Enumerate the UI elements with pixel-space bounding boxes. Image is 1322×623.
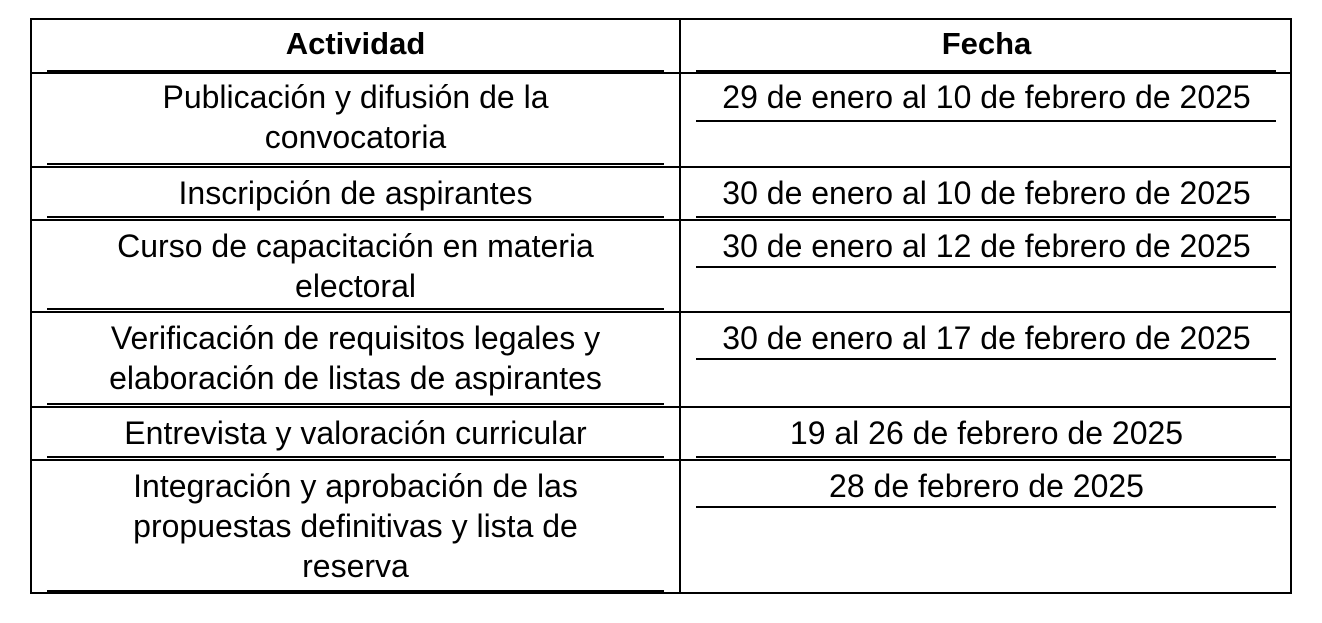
date-text: 30 de enero al 10 de febrero de 2025 <box>722 175 1251 211</box>
row-separator <box>32 166 1290 168</box>
cell-underline <box>696 120 1276 122</box>
activity-cell <box>32 461 679 592</box>
cell-underline <box>696 358 1276 360</box>
cell-underline <box>696 266 1276 268</box>
activity-cell <box>32 221 679 310</box>
cell-underline <box>47 308 664 310</box>
activity-text: Entrevista y valoración curricular <box>124 415 587 451</box>
date-cell <box>681 408 1292 458</box>
date-text: 30 de enero al 12 de febrero de 2025 <box>722 228 1251 264</box>
activity-text: Curso de capacitación en materia electoral <box>117 228 594 304</box>
cell-underline <box>47 216 664 218</box>
activity-cell <box>32 72 679 165</box>
cell-underline <box>47 403 664 405</box>
date-cell <box>681 221 1292 310</box>
row-separator <box>32 459 1290 461</box>
table-row <box>32 461 1290 592</box>
table-row <box>32 313 1290 405</box>
header-cell-date <box>681 20 1292 72</box>
table-row <box>32 72 1290 165</box>
row-separator <box>32 406 1290 408</box>
row-separator <box>32 72 1290 74</box>
schedule-table <box>30 18 1292 594</box>
activity-text: Verificación de requisitos legales y elaboración de listas de aspirantes <box>109 320 602 396</box>
date-text: 29 de enero al 10 de febrero de 2025 <box>722 79 1251 115</box>
activity-cell <box>32 313 679 405</box>
cell-underline <box>696 456 1276 458</box>
date-cell <box>681 461 1292 592</box>
cell-underline <box>47 456 664 458</box>
header-cell-activity <box>32 20 679 72</box>
activity-text: Publicación y difusión de la convocatoria <box>162 79 549 155</box>
cell-underline <box>696 506 1276 508</box>
date-text: 30 de enero al 17 de febrero de 2025 <box>722 320 1251 356</box>
activity-text: Inscripción de aspirantes <box>178 175 533 211</box>
date-text: 28 de febrero de 2025 <box>829 468 1144 504</box>
date-cell <box>681 313 1292 405</box>
date-cell <box>681 168 1292 218</box>
cell-underline <box>47 163 664 165</box>
date-cell <box>681 72 1292 165</box>
activity-text: Integración y aprobación de las propuestas definitivas y lista de reserva <box>133 468 578 584</box>
table-row <box>32 168 1290 218</box>
table-row <box>32 221 1290 310</box>
activity-cell <box>32 408 679 458</box>
header-date: Fecha <box>941 26 1032 61</box>
table-row <box>32 408 1290 458</box>
row-separator <box>32 311 1290 313</box>
cell-underline <box>696 216 1276 218</box>
header-activity: Actividad <box>285 26 426 61</box>
cell-underline <box>47 590 664 592</box>
activity-cell <box>32 168 679 218</box>
date-text: 19 al 26 de febrero de 2025 <box>789 415 1184 451</box>
row-separator <box>32 219 1290 221</box>
header-row <box>32 20 1290 72</box>
